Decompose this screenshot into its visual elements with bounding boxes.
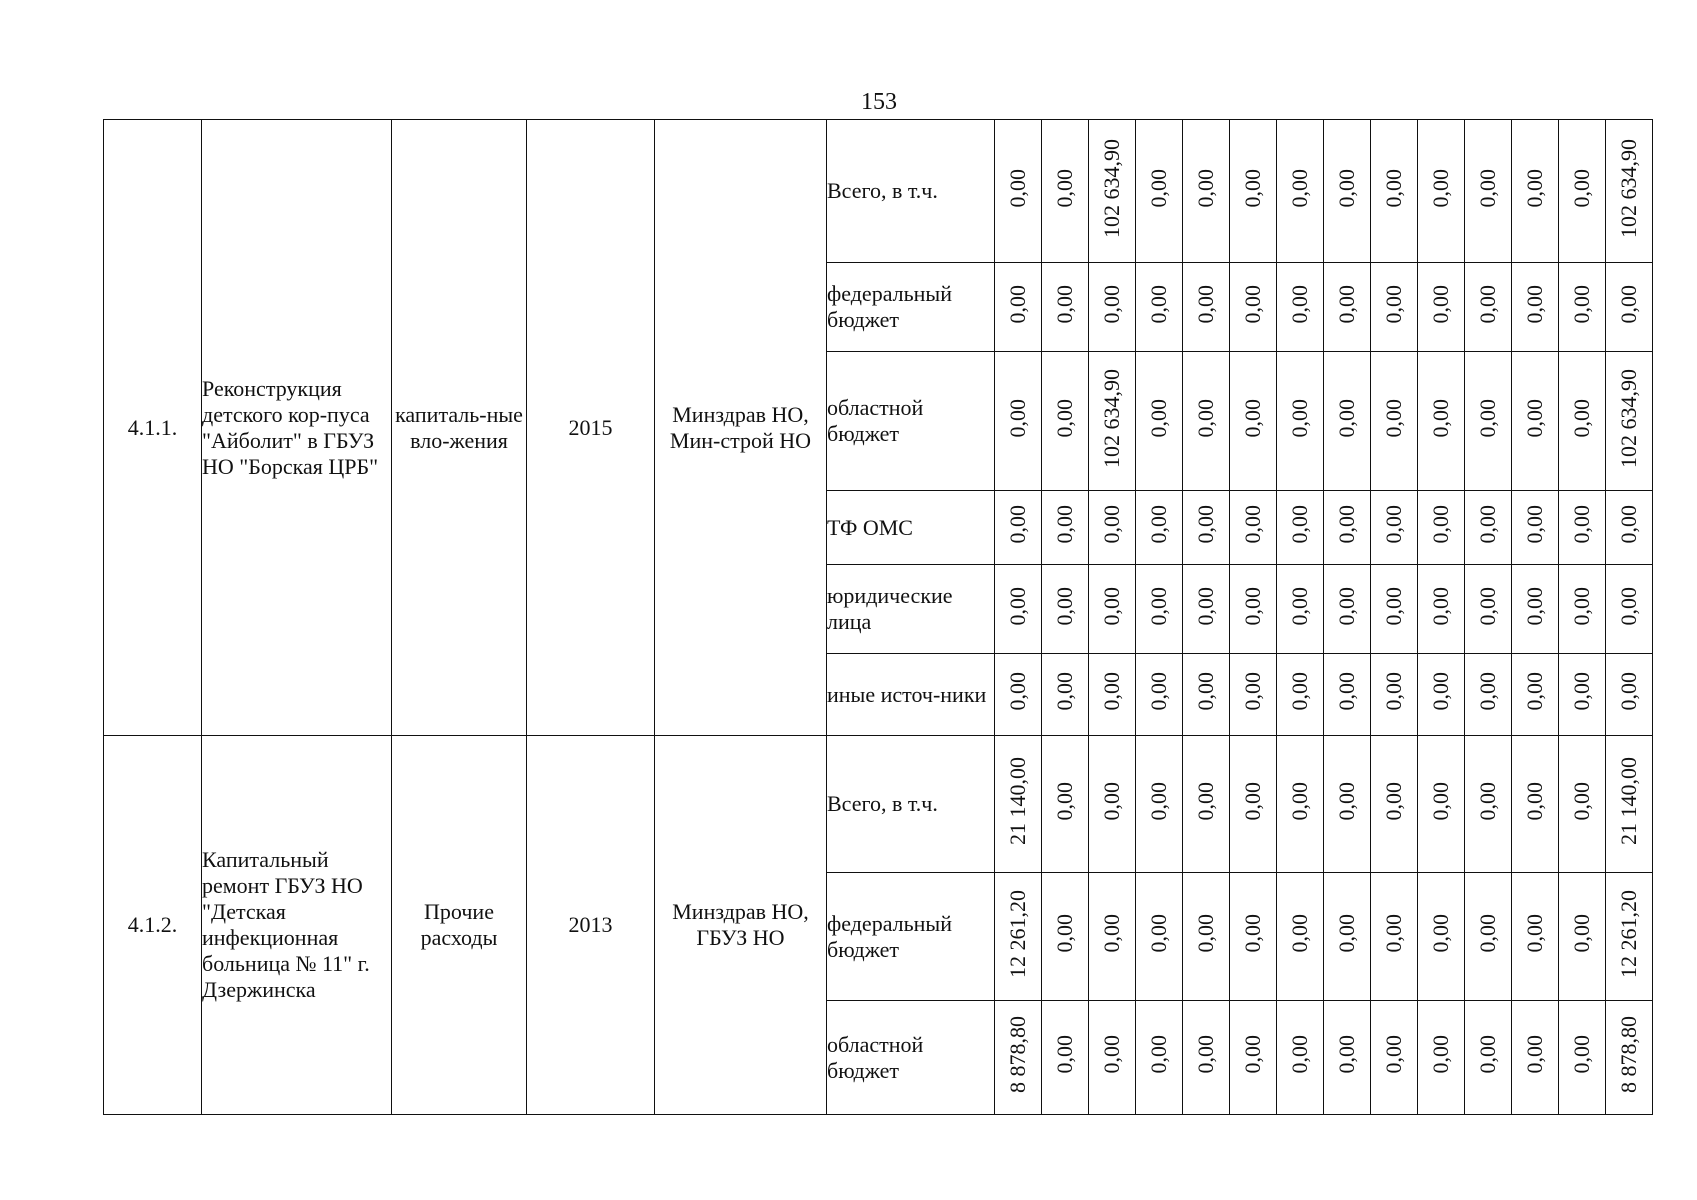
amount-cell xyxy=(1559,491,1606,565)
amount-value: 0,00 xyxy=(1334,284,1359,324)
amount-value: 0,00 xyxy=(1569,284,1594,324)
amount-cell xyxy=(1042,1001,1089,1115)
amount-cell xyxy=(1230,565,1277,654)
funding-source: Всего, в т.ч. xyxy=(827,120,995,263)
amount-cell xyxy=(1136,491,1183,565)
item-number: 4.1.2. xyxy=(104,736,202,1115)
amount-value: 0,00 xyxy=(1569,398,1594,438)
amount-cell xyxy=(1136,654,1183,736)
amount-value: 0,00 xyxy=(1287,505,1312,544)
amount-cell xyxy=(1230,736,1277,873)
object-name: Капитальный ремонт ГБУЗ НО "Детская инфекционная больница № 11" г. Дзержинска xyxy=(202,736,392,1115)
amount-cell xyxy=(1324,654,1371,736)
amount-value: 0,00 xyxy=(1240,1035,1265,1074)
amount-cell xyxy=(1606,654,1653,736)
amount-value: 0,00 xyxy=(1475,586,1500,626)
amount-cell xyxy=(1183,352,1230,491)
amount-value: 0,00 xyxy=(1616,586,1641,626)
amount-value: 0,00 xyxy=(1475,914,1500,953)
amount-cell xyxy=(1089,491,1136,565)
amount-cell xyxy=(1183,736,1230,873)
amount-value: 0,00 xyxy=(1334,672,1359,711)
amount-cell xyxy=(1371,352,1418,491)
amount-cell xyxy=(1277,565,1324,654)
amount-cell xyxy=(995,736,1042,873)
funding-source: юридические лица xyxy=(827,565,995,654)
amount-cell xyxy=(1371,654,1418,736)
amount-value: 21 140,00 xyxy=(1005,757,1030,845)
amount-cell xyxy=(1418,120,1465,263)
amount-cell xyxy=(1042,263,1089,352)
amount-value: 0,00 xyxy=(1475,168,1500,208)
amount-value: 0,00 xyxy=(1381,586,1406,626)
amount-cell xyxy=(1465,352,1512,491)
amount-value: 0,00 xyxy=(1334,1035,1359,1074)
amount-value: 0,00 xyxy=(1522,672,1547,711)
amount-value: 0,00 xyxy=(1381,284,1406,324)
amount-value: 0,00 xyxy=(1052,168,1077,208)
amount-cell xyxy=(1324,1001,1371,1115)
amount-value: 0,00 xyxy=(1240,672,1265,711)
amount-value: 8 878,80 xyxy=(1005,1016,1030,1093)
amount-value: 0,00 xyxy=(1522,586,1547,626)
amount-value: 0,00 xyxy=(1428,586,1453,626)
amount-cell xyxy=(1230,491,1277,565)
amount-cell xyxy=(1042,654,1089,736)
funding-source: областной бюджет xyxy=(827,352,995,491)
amount-value: 0,00 xyxy=(1193,505,1218,544)
amount-value: 0,00 xyxy=(1287,672,1312,711)
amount-cell xyxy=(1465,1001,1512,1115)
amount-cell xyxy=(1371,263,1418,352)
amount-value: 0,00 xyxy=(1052,586,1077,626)
amount-cell xyxy=(1371,1001,1418,1115)
amount-value: 12 261,20 xyxy=(1616,889,1641,978)
amount-cell xyxy=(1512,491,1559,565)
year: 2013 xyxy=(527,736,655,1115)
funding-source: федеральный бюджет xyxy=(827,263,995,352)
amount-cell xyxy=(995,654,1042,736)
amount-cell xyxy=(1277,736,1324,873)
amount-cell xyxy=(1183,565,1230,654)
amount-value: 0,00 xyxy=(1146,914,1171,953)
amount-cell xyxy=(1277,263,1324,352)
amount-cell xyxy=(1418,565,1465,654)
amount-value: 0,00 xyxy=(1381,168,1406,208)
year: 2015 xyxy=(527,120,655,736)
amount-cell xyxy=(1089,1001,1136,1115)
amount-value: 102 634,90 xyxy=(1616,138,1641,238)
amount-value: 0,00 xyxy=(1240,586,1265,626)
amount-value: 0,00 xyxy=(1146,672,1171,711)
amount-cell xyxy=(1465,565,1512,654)
amount-value: 0,00 xyxy=(1052,398,1077,438)
amount-value: 0,00 xyxy=(1052,1035,1077,1074)
amount-cell xyxy=(1230,873,1277,1001)
amount-value: 0,00 xyxy=(1052,781,1077,821)
amount-value: 0,00 xyxy=(1428,781,1453,821)
expense-type: капиталь-ные вло-жения xyxy=(392,120,527,736)
amount-value: 0,00 xyxy=(1052,284,1077,324)
amount-cell xyxy=(1042,736,1089,873)
amount-value: 0,00 xyxy=(1099,914,1124,953)
amount-cell xyxy=(995,352,1042,491)
amount-value: 0,00 xyxy=(1475,1035,1500,1074)
amount-value: 0,00 xyxy=(1193,914,1218,953)
amount-value: 0,00 xyxy=(1240,914,1265,953)
amount-value: 0,00 xyxy=(1569,914,1594,953)
amount-value: 0,00 xyxy=(1569,168,1594,208)
amount-value: 0,00 xyxy=(1475,781,1500,821)
amount-cell xyxy=(1371,120,1418,263)
amount-value: 0,00 xyxy=(1193,781,1218,821)
amount-cell xyxy=(1465,654,1512,736)
amount-cell xyxy=(1042,565,1089,654)
amount-value: 0,00 xyxy=(1146,781,1171,821)
amount-cell xyxy=(1277,491,1324,565)
amount-value: 0,00 xyxy=(1616,284,1641,324)
amount-value: 0,00 xyxy=(1334,505,1359,544)
amount-cell xyxy=(1512,736,1559,873)
amount-value: 0,00 xyxy=(1099,586,1124,626)
amount-cell xyxy=(1512,352,1559,491)
object-name: Реконструкция детского кор-пуса "Айболит" в ГБУЗ НО "Борская ЦРБ" xyxy=(202,120,392,736)
amount-cell xyxy=(1136,352,1183,491)
amount-cell xyxy=(1089,654,1136,736)
amount-cell xyxy=(1277,120,1324,263)
table-row xyxy=(104,120,1653,263)
amount-value: 0,00 xyxy=(1569,1035,1594,1074)
amount-value: 0,00 xyxy=(1334,781,1359,821)
amount-cell xyxy=(1183,1001,1230,1115)
amount-cell xyxy=(1324,736,1371,873)
amount-value: 0,00 xyxy=(1146,284,1171,324)
amount-cell xyxy=(1230,352,1277,491)
amount-value: 0,00 xyxy=(1052,672,1077,711)
amount-value: 0,00 xyxy=(1005,398,1030,438)
amount-cell xyxy=(1559,565,1606,654)
executor: Минздрав НО, Мин-строй НО xyxy=(655,120,827,736)
amount-cell xyxy=(1042,120,1089,263)
amount-value: 0,00 xyxy=(1146,398,1171,438)
amount-cell xyxy=(1277,654,1324,736)
amount-value: 0,00 xyxy=(1099,672,1124,711)
amount-value: 0,00 xyxy=(1005,672,1030,711)
amount-value: 0,00 xyxy=(1193,284,1218,324)
amount-cell xyxy=(1324,565,1371,654)
amount-value: 0,00 xyxy=(1522,398,1547,438)
amount-value: 0,00 xyxy=(1334,914,1359,953)
amount-cell xyxy=(995,263,1042,352)
amount-cell xyxy=(1089,352,1136,491)
amount-value: 0,00 xyxy=(1569,505,1594,544)
amount-cell xyxy=(995,873,1042,1001)
amount-cell xyxy=(1230,120,1277,263)
amount-cell xyxy=(1512,654,1559,736)
amount-cell xyxy=(1183,654,1230,736)
amount-cell xyxy=(1136,263,1183,352)
amount-cell xyxy=(1136,873,1183,1001)
item-number: 4.1.1. xyxy=(104,120,202,736)
amount-cell xyxy=(1465,736,1512,873)
amount-cell xyxy=(1277,873,1324,1001)
amount-value: 0,00 xyxy=(1428,284,1453,324)
amount-cell xyxy=(1559,1001,1606,1115)
amount-cell xyxy=(1418,491,1465,565)
amount-cell xyxy=(1136,565,1183,654)
amount-cell xyxy=(1042,873,1089,1001)
amount-cell xyxy=(1371,491,1418,565)
amount-value: 102 634,90 xyxy=(1616,368,1641,468)
amount-value: 0,00 xyxy=(1099,781,1124,821)
amount-value: 0,00 xyxy=(1240,284,1265,324)
amount-value: 102 634,90 xyxy=(1099,138,1124,238)
funding-source: федеральный бюджет xyxy=(827,873,995,1001)
amount-cell xyxy=(1324,263,1371,352)
amount-cell xyxy=(1089,565,1136,654)
amount-cell xyxy=(1606,1001,1653,1115)
amount-value: 12 261,20 xyxy=(1005,889,1030,978)
amount-value: 0,00 xyxy=(1052,914,1077,953)
amount-value: 0,00 xyxy=(1240,398,1265,438)
amount-value: 0,00 xyxy=(1099,284,1124,324)
amount-value: 0,00 xyxy=(1569,672,1594,711)
amount-value: 0,00 xyxy=(1099,1035,1124,1074)
amount-cell xyxy=(1559,352,1606,491)
amount-value: 0,00 xyxy=(1616,505,1641,544)
amount-value: 0,00 xyxy=(1522,781,1547,821)
amount-value: 0,00 xyxy=(1240,168,1265,208)
amount-cell xyxy=(1324,352,1371,491)
amount-cell xyxy=(1465,873,1512,1001)
amount-value: 0,00 xyxy=(1146,505,1171,544)
amount-value: 0,00 xyxy=(1428,168,1453,208)
amount-value: 0,00 xyxy=(1475,284,1500,324)
amount-cell xyxy=(1559,736,1606,873)
page-number: 153 xyxy=(861,89,897,115)
amount-value: 0,00 xyxy=(1569,781,1594,821)
amount-value: 0,00 xyxy=(1287,914,1312,953)
amount-cell xyxy=(1136,120,1183,263)
amount-cell xyxy=(1418,352,1465,491)
funding-source: иные источ-ники xyxy=(827,654,995,736)
amount-cell xyxy=(1606,352,1653,491)
amount-cell xyxy=(1606,873,1653,1001)
amount-value: 8 878,80 xyxy=(1616,1016,1641,1093)
amount-cell xyxy=(1465,491,1512,565)
amount-value: 0,00 xyxy=(1569,586,1594,626)
amount-value: 0,00 xyxy=(1522,914,1547,953)
amount-value: 0,00 xyxy=(1052,505,1077,544)
funding-source: областной бюджет xyxy=(827,1001,995,1115)
amount-value: 0,00 xyxy=(1287,168,1312,208)
amount-value: 0,00 xyxy=(1334,168,1359,208)
amount-cell xyxy=(1418,263,1465,352)
amount-cell xyxy=(1042,491,1089,565)
amount-cell xyxy=(995,120,1042,263)
amount-cell xyxy=(1183,873,1230,1001)
amount-value: 0,00 xyxy=(1193,586,1218,626)
amount-value: 0,00 xyxy=(1005,586,1030,626)
amount-cell xyxy=(1324,491,1371,565)
amount-cell xyxy=(995,491,1042,565)
amount-value: 0,00 xyxy=(1381,1035,1406,1074)
amount-value: 0,00 xyxy=(1287,1035,1312,1074)
amount-value: 0,00 xyxy=(1522,505,1547,544)
amount-cell xyxy=(1418,736,1465,873)
amount-value: 0,00 xyxy=(1475,505,1500,544)
amount-value: 0,00 xyxy=(1381,398,1406,438)
amount-value: 0,00 xyxy=(1005,284,1030,324)
amount-cell xyxy=(1183,491,1230,565)
amount-value: 0,00 xyxy=(1099,505,1124,544)
amount-value: 0,00 xyxy=(1428,914,1453,953)
amount-value: 0,00 xyxy=(1522,284,1547,324)
amount-cell xyxy=(1559,654,1606,736)
amount-cell xyxy=(1136,1001,1183,1115)
amount-value: 0,00 xyxy=(1287,781,1312,821)
amount-cell xyxy=(1089,263,1136,352)
amount-value: 0,00 xyxy=(1146,168,1171,208)
amount-cell xyxy=(1183,263,1230,352)
amount-cell xyxy=(1606,120,1653,263)
amount-cell xyxy=(1277,1001,1324,1115)
amount-cell xyxy=(1418,1001,1465,1115)
amount-value: 0,00 xyxy=(1522,1035,1547,1074)
amount-cell xyxy=(1324,873,1371,1001)
amount-value: 0,00 xyxy=(1146,586,1171,626)
program-table xyxy=(103,119,1653,1115)
amount-cell xyxy=(1042,352,1089,491)
amount-value: 0,00 xyxy=(1287,398,1312,438)
amount-value: 0,00 xyxy=(1005,168,1030,208)
amount-value: 0,00 xyxy=(1193,1035,1218,1074)
amount-value: 0,00 xyxy=(1381,781,1406,821)
amount-cell xyxy=(1512,1001,1559,1115)
amount-cell xyxy=(1089,873,1136,1001)
amount-cell xyxy=(1512,120,1559,263)
executor: Минздрав НО, ГБУЗ НО xyxy=(655,736,827,1115)
amount-cell xyxy=(995,565,1042,654)
amount-cell xyxy=(1371,736,1418,873)
amount-value: 0,00 xyxy=(1428,672,1453,711)
amount-cell xyxy=(1371,565,1418,654)
table-row xyxy=(104,736,1653,873)
amount-cell xyxy=(1512,263,1559,352)
amount-cell xyxy=(1324,120,1371,263)
amount-value: 0,00 xyxy=(1146,1035,1171,1074)
amount-value: 0,00 xyxy=(1193,168,1218,208)
amount-value: 0,00 xyxy=(1522,168,1547,208)
amount-cell xyxy=(1606,491,1653,565)
amount-cell xyxy=(1089,736,1136,873)
amount-cell xyxy=(1418,873,1465,1001)
amount-cell xyxy=(1371,873,1418,1001)
amount-cell xyxy=(995,1001,1042,1115)
amount-cell xyxy=(1606,736,1653,873)
amount-value: 0,00 xyxy=(1381,505,1406,544)
amount-cell xyxy=(1559,873,1606,1001)
funding-source: ТФ ОМС xyxy=(827,491,995,565)
amount-cell xyxy=(1559,120,1606,263)
amount-value: 0,00 xyxy=(1193,398,1218,438)
amount-value: 0,00 xyxy=(1616,672,1641,711)
amount-value: 0,00 xyxy=(1475,398,1500,438)
expense-type: Прочие расходы xyxy=(392,736,527,1115)
amount-value: 21 140,00 xyxy=(1616,757,1641,845)
amount-value: 0,00 xyxy=(1005,505,1030,544)
amount-cell xyxy=(1089,120,1136,263)
amount-value: 0,00 xyxy=(1334,586,1359,626)
amount-value: 0,00 xyxy=(1475,672,1500,711)
amount-value: 0,00 xyxy=(1240,505,1265,544)
funding-source: Всего, в т.ч. xyxy=(827,736,995,873)
amount-cell xyxy=(1230,654,1277,736)
amount-cell xyxy=(1136,736,1183,873)
amount-value: 102 634,90 xyxy=(1099,368,1124,468)
amount-cell xyxy=(1183,120,1230,263)
amount-cell xyxy=(1465,263,1512,352)
amount-value: 0,00 xyxy=(1381,672,1406,711)
amount-cell xyxy=(1277,352,1324,491)
amount-value: 0,00 xyxy=(1193,672,1218,711)
amount-cell xyxy=(1230,1001,1277,1115)
amount-cell xyxy=(1512,873,1559,1001)
amount-cell xyxy=(1559,263,1606,352)
amount-value: 0,00 xyxy=(1428,398,1453,438)
amount-value: 0,00 xyxy=(1287,586,1312,626)
amount-cell xyxy=(1230,263,1277,352)
amount-cell xyxy=(1606,565,1653,654)
amount-cell xyxy=(1606,263,1653,352)
amount-value: 0,00 xyxy=(1334,398,1359,438)
amount-value: 0,00 xyxy=(1287,284,1312,324)
amount-cell xyxy=(1418,654,1465,736)
amount-value: 0,00 xyxy=(1240,781,1265,821)
amount-cell xyxy=(1465,120,1512,263)
amount-value: 0,00 xyxy=(1428,1035,1453,1074)
amount-value: 0,00 xyxy=(1428,505,1453,544)
amount-cell xyxy=(1512,565,1559,654)
amount-value: 0,00 xyxy=(1381,914,1406,953)
